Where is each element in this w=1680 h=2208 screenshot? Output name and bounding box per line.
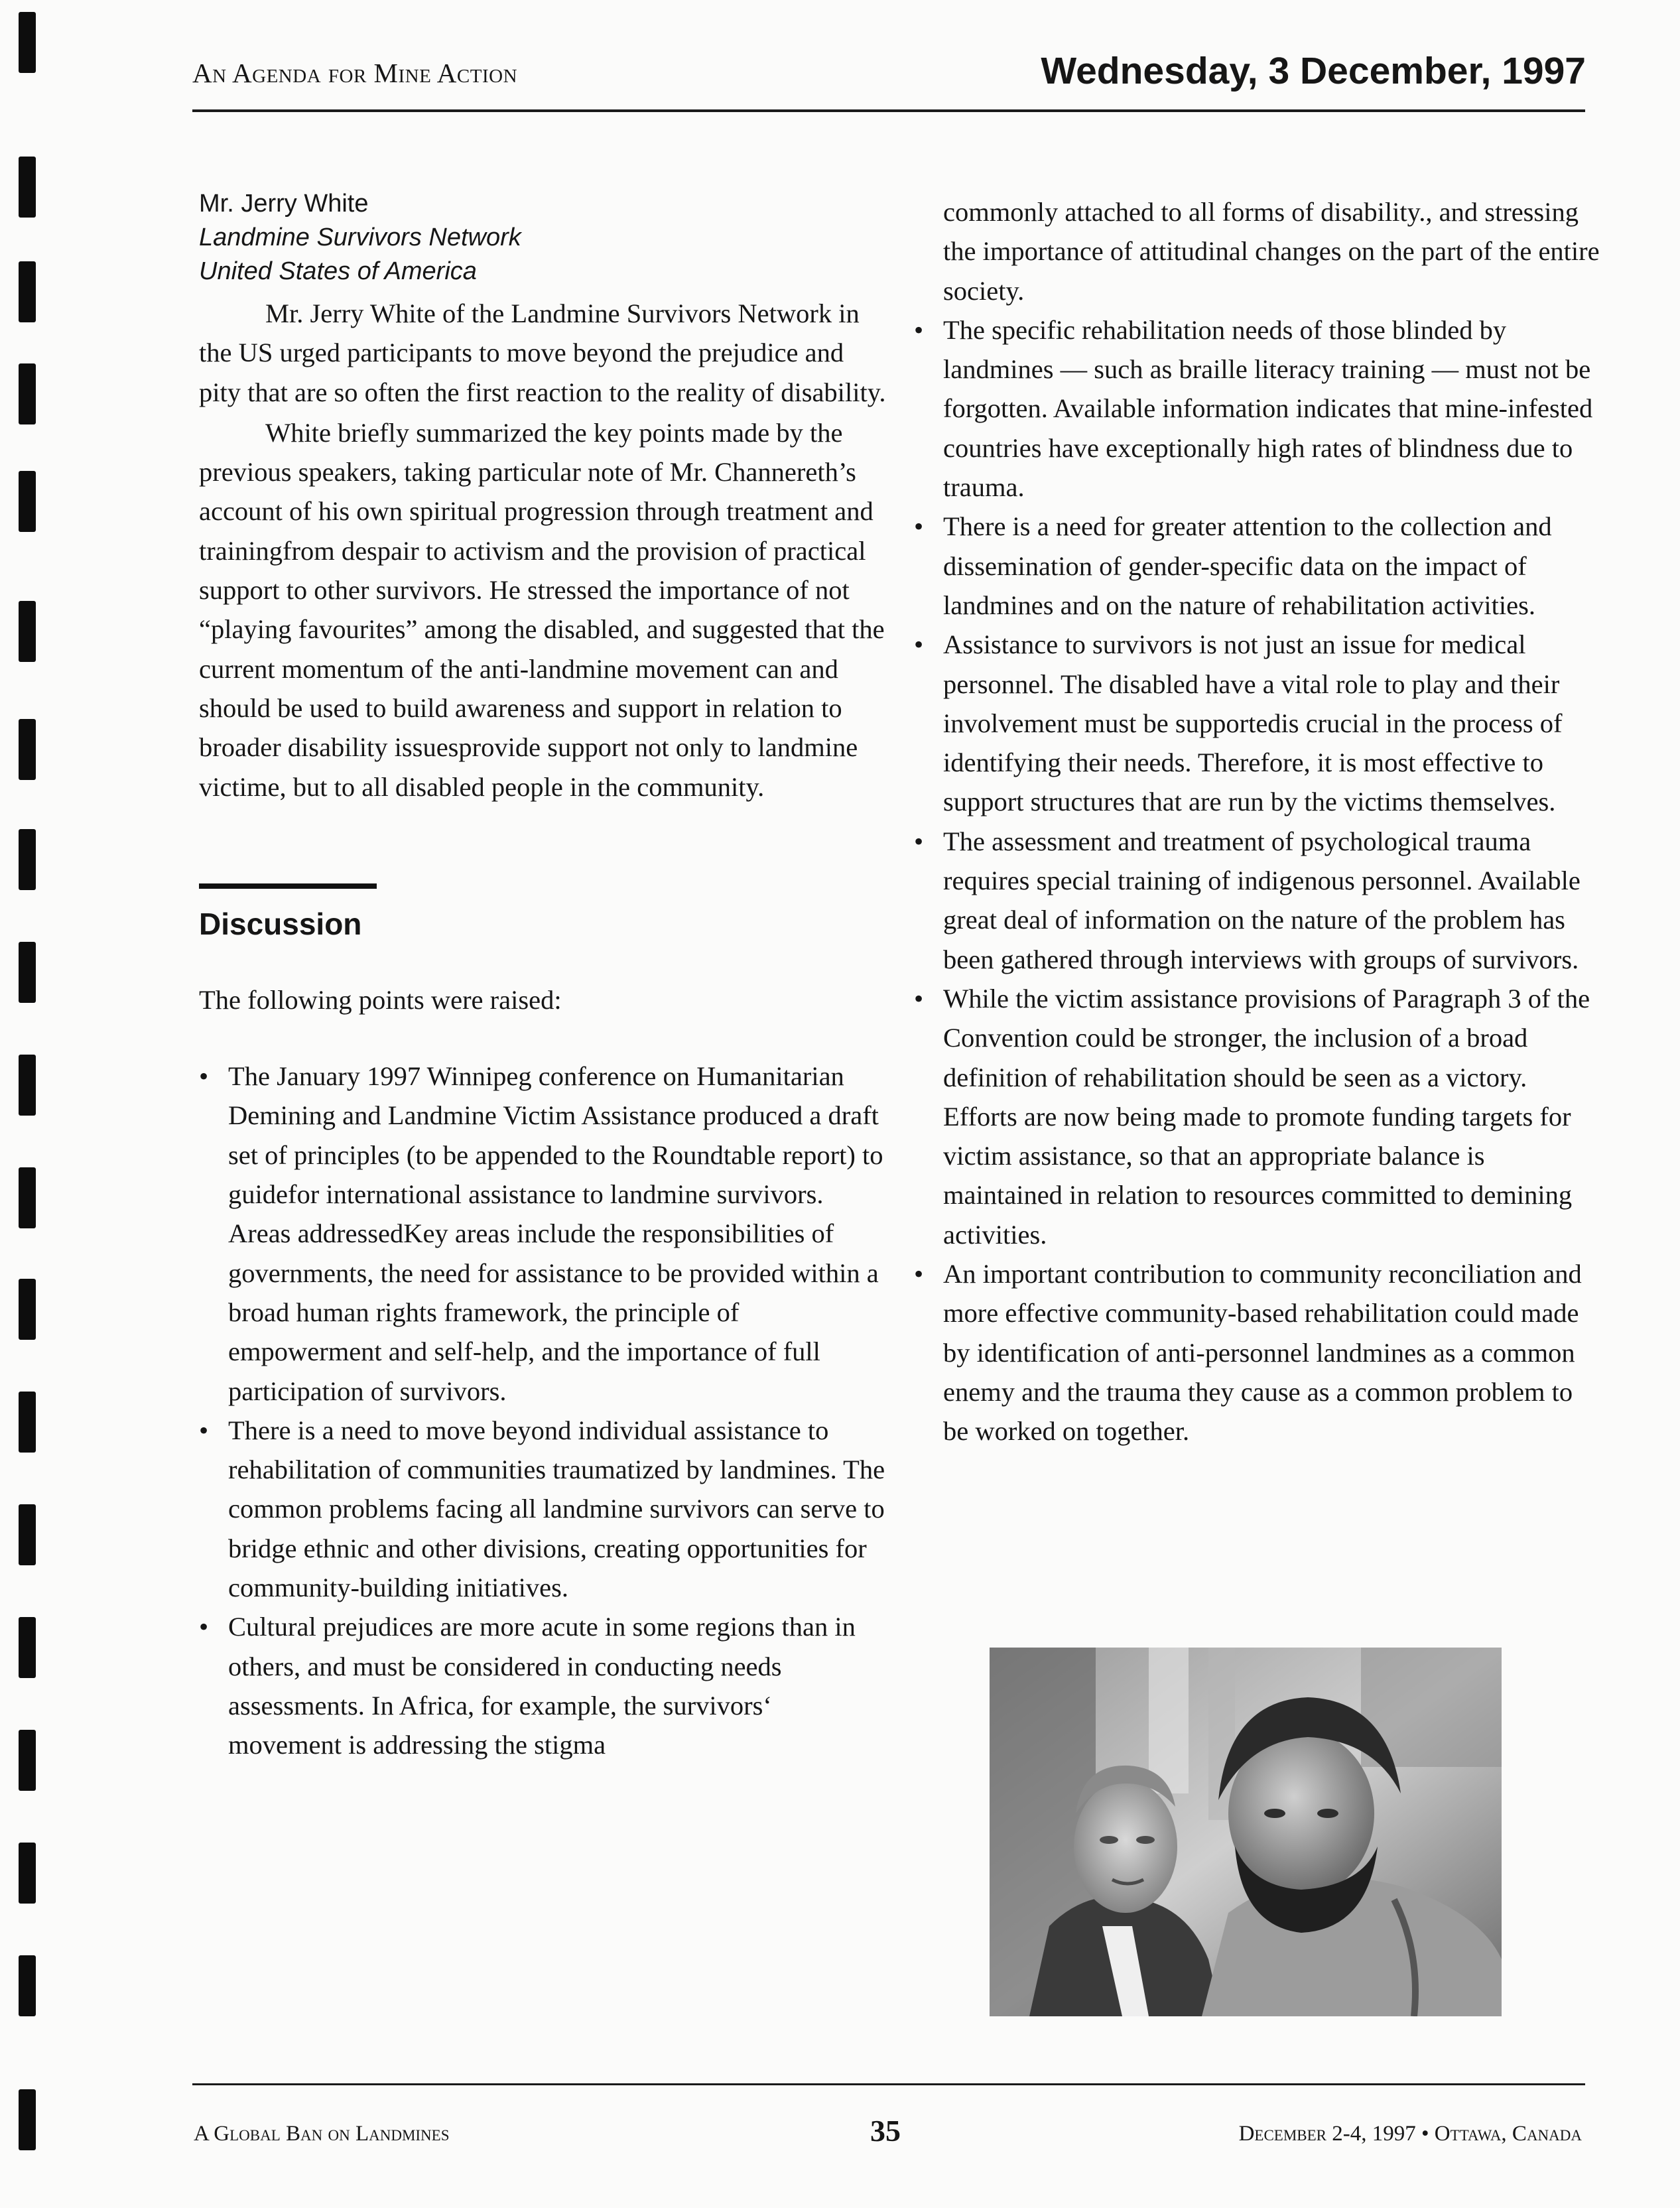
list-item-text: The January 1997 Winnipeg conference on Humanitarian Demining and Landmine Victim Assistance produced a draft set of principles (to be appended to the Roundtable report) to guidefor international assistance to landmine survivors. Areas addressedKey areas include the responsibilities of governments, the need for assistance to be provided within a broad human rights framework, the principle of empowerment and self-help, and the importance of full participation of survivors. — [228, 1061, 883, 1406]
binder-hole — [19, 1167, 36, 1228]
list-item-continuation: commonly attached to all forms of disability., and stressing the importance of attitudinal changes on the part of the entire society. — [943, 197, 1600, 306]
list-item — [914, 507, 1604, 625]
binder-hole — [19, 829, 36, 890]
binder-hole — [19, 1617, 36, 1678]
binder-hole — [19, 2089, 36, 2150]
binder-hole — [19, 719, 36, 780]
speaker-country: United States of America — [199, 257, 477, 285]
left-column — [199, 187, 889, 1765]
bullet-icon: • — [914, 314, 924, 345]
list-item — [199, 1411, 889, 1607]
binder-hole — [19, 157, 36, 218]
discussion-list-left — [199, 1057, 889, 1764]
list-item — [914, 1254, 1604, 1451]
list-item-text: The specific rehabilitation needs of those blinded by landmines — such as braille literacy training — must not be forgotten. Available information indicates that mine-infested countries have exceptionally high rates of blindness due to trauma. — [943, 314, 1593, 503]
binder-hole — [19, 471, 36, 532]
body-paragraph: White briefly summarized the key points made by the previous speakers, taking particular note of Mr. Channereth’s account of his own spiritual progression through treatment and trainingfrom despair to activism and the provision of practical support to other survivors. He stressed the importance of not “playing favourites” among the disabled, and suggested that the current momentum of the anti-landmine movement can and should be used to build awareness and support in relation to broader disability issuesprovide support not only to landmine victime, but to all disabled people in the community. — [199, 417, 885, 802]
speaker-organization: Landmine Survivors Network — [199, 224, 521, 251]
list-item-text: The assessment and treatment of psychological trauma requires special training of indigenous personnel. Available great deal of information on the nature of the problem has been gathered through interviews with groups of survivors. — [943, 826, 1581, 974]
list-item-text: An important contribution to community reconciliation and more effective community-based rehabilitation could made by identification of anti-personnel landmines as a common enemy and the trauma they cause as a common problem to be worked on together. — [943, 1259, 1582, 1447]
running-footer-title: A Global Ban on Landmines — [194, 2122, 450, 2146]
bullet-icon: • — [914, 629, 924, 660]
list-item — [199, 1607, 889, 1764]
list-item-text: Assistance to survivors is not just an issue for medical personnel. The disabled have a vital role to play and their involvement must be supportedis crucial in the process of identifying their needs. Therefore, it is most effective to support structures that are run by the victims themselves. — [943, 629, 1563, 817]
binder-hole — [19, 601, 36, 662]
running-footer-event: December 2-4, 1997 • Ottawa, Canada — [1238, 2122, 1582, 2146]
list-item — [199, 1057, 889, 1411]
list-item — [914, 625, 1604, 821]
list-item-text: While the victim assistance provisions of Paragraph 3 of the Convention could be stronger, the inclusion of a broad definition of rehabilitation should be seen as a victory. Efforts are now being made to promote funding targets for victim assistance, so that an appropriate balance is maintained in relation to resources committed to demining activities. — [943, 983, 1590, 1250]
bullet-icon: • — [914, 826, 924, 856]
binder-hole — [19, 1504, 36, 1565]
discussion-list-right — [914, 310, 1604, 1451]
speaker-byline — [199, 187, 889, 289]
list-item-text: Cultural prejudices are more acute in some regions than in others, and must be considered in conducting needs assessments. In Africa, for example, the survivors‘ movement is addressing the stigma — [228, 1612, 856, 1760]
discussion-intro: The following points were raised: — [199, 984, 562, 1015]
binder-hole — [19, 261, 36, 322]
binder-hole — [19, 363, 36, 424]
bullet-icon: • — [914, 511, 924, 542]
binder-hole — [19, 1843, 36, 1904]
running-header-title: An Agenda for Mine Action — [192, 58, 518, 88]
bullet-icon: • — [199, 1612, 209, 1642]
page-number: 35 — [870, 2114, 901, 2148]
photograph — [990, 1648, 1502, 2016]
bullet-icon: • — [914, 1259, 924, 1289]
bullet-icon: • — [914, 983, 924, 1013]
body-paragraph: Mr. Jerry White of the Landmine Survivors Network in the US urged participants to move beyond the prejudice and pity that are so often the first reaction to the reality of disability. — [199, 298, 886, 407]
binder-hole — [19, 12, 36, 73]
header-rule — [192, 109, 1585, 112]
binder-hole — [19, 1955, 36, 2016]
section-rule — [199, 883, 377, 889]
binder-holes — [19, 0, 38, 2208]
list-item-text: There is a need for greater attention to the collection and dissemination of gender-specific data on the impact of landmines and on the nature of rehabilitation activities. — [943, 511, 1552, 620]
list-item — [914, 822, 1604, 979]
binder-hole — [19, 1392, 36, 1453]
bullet-icon: • — [199, 1415, 209, 1445]
binder-hole — [19, 942, 36, 1003]
bullet-icon: • — [199, 1061, 209, 1092]
right-column — [914, 192, 1604, 1451]
footer-rule — [192, 2083, 1585, 2085]
list-item-text: There is a need to move beyond individual assistance to rehabilitation of communities traumatized by landmines. The common problems facing all landmine survivors can serve to bridge ethnic and other divisions, creating opportunities for community-building initiatives. — [228, 1415, 885, 1603]
speaker-name: Mr. Jerry White — [199, 190, 369, 218]
binder-hole — [19, 1730, 36, 1791]
list-item — [914, 979, 1604, 1254]
binder-hole — [19, 1055, 36, 1116]
binder-hole — [19, 1279, 36, 1340]
list-item — [914, 310, 1604, 507]
running-header-date: Wednesday, 3 December, 1997 — [1041, 50, 1586, 92]
section-heading: Discussion — [199, 906, 362, 941]
